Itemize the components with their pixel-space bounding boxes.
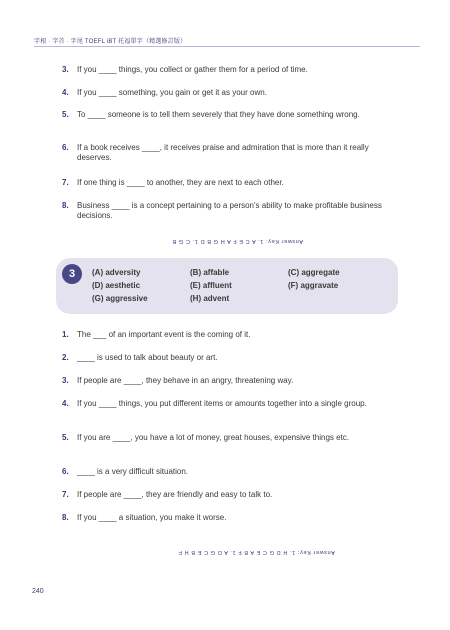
choice-b: (B) affable: [190, 268, 230, 277]
item-number: 8.: [62, 201, 69, 210]
choice-d: (D) aesthetic: [92, 281, 141, 290]
item-number: 8.: [62, 513, 69, 522]
item-number: 6.: [62, 143, 69, 152]
item-text: If people are ____, they behave in an angry, threatening way.: [77, 376, 294, 385]
item-text: To ____ someone is to tell them severely that they have done something wrong.: [77, 110, 360, 119]
header-divider: [34, 46, 420, 47]
list-item: [62, 376, 397, 386]
item-number: 7.: [62, 178, 69, 187]
answer-key-b: Answer Key: 1. H D G C E A B F 1. A D G C E B H F: [178, 549, 335, 555]
running-header: 字根 · 字首 · 字尾 TOEFL iBT 托福單字（精選修訂版）: [34, 39, 187, 45]
item-text: ____ is a very difficult situation.: [77, 467, 189, 476]
list-item: [62, 467, 397, 477]
item-number: 5.: [62, 110, 69, 119]
item-text: If you ____ things, you collect or gather them for a period of time.: [77, 65, 308, 74]
list-item: [62, 330, 397, 340]
list-item: [62, 513, 397, 523]
item-number: 4.: [62, 88, 69, 97]
item-text: If you ____ something, you gain or get it as your own.: [77, 88, 267, 97]
list-item: [62, 201, 397, 221]
list-item: [62, 353, 397, 363]
item-number: 2.: [62, 353, 69, 362]
list-item: [62, 490, 397, 500]
item-text: If people are ____, they are friendly and easy to talk to.: [77, 490, 273, 499]
list-item: [62, 399, 397, 409]
item-number: 1.: [62, 330, 69, 339]
item-text: If you ____ a situation, you make it worse.: [77, 513, 227, 522]
item-number: 7.: [62, 490, 69, 499]
choice-f: (F) aggravate: [288, 281, 339, 290]
choice-a: (A) adversity: [92, 268, 141, 277]
item-text: If you ____ things, you put different items or amounts together into a single group.: [77, 399, 367, 408]
choice-h: (H) advent: [190, 294, 230, 303]
item-number: 5.: [62, 433, 69, 442]
item-number: 6.: [62, 467, 69, 476]
item-text: If a book receives ____, it receives praise and admiration that is more than it really deserves.: [77, 143, 369, 162]
answer-key-a: Answer Key: 1. A C E F A H G B D 1. C G B: [172, 238, 303, 244]
item-text: If you are ____, you have a lot of money, great houses, expensive things etc.: [77, 433, 350, 442]
item-number: 4.: [62, 399, 69, 408]
exercise-number-badge: 3: [62, 264, 82, 284]
list-item: [62, 433, 397, 443]
choice-c: (C) aggregate: [288, 268, 340, 277]
item-number: 3.: [62, 376, 69, 385]
choice-e: (E) affluent: [190, 281, 232, 290]
item-text: If one thing is ____ to another, they are next to each other.: [77, 178, 284, 187]
page-number: 240: [32, 588, 44, 595]
list-item: [62, 65, 397, 75]
list-item: [62, 143, 397, 163]
list-item: [62, 110, 397, 120]
list-item: [62, 178, 397, 188]
list-item: [62, 88, 397, 98]
item-text: ____ is used to talk about beauty or art.: [77, 353, 218, 362]
item-text: Business ____ is a concept pertaining to a person's ability to make profitable business decisions.: [77, 201, 382, 220]
item-text: The ___ of an important event is the coming of it.: [77, 330, 251, 339]
item-number: 3.: [62, 65, 69, 74]
choice-g: (G) aggressive: [92, 294, 148, 303]
